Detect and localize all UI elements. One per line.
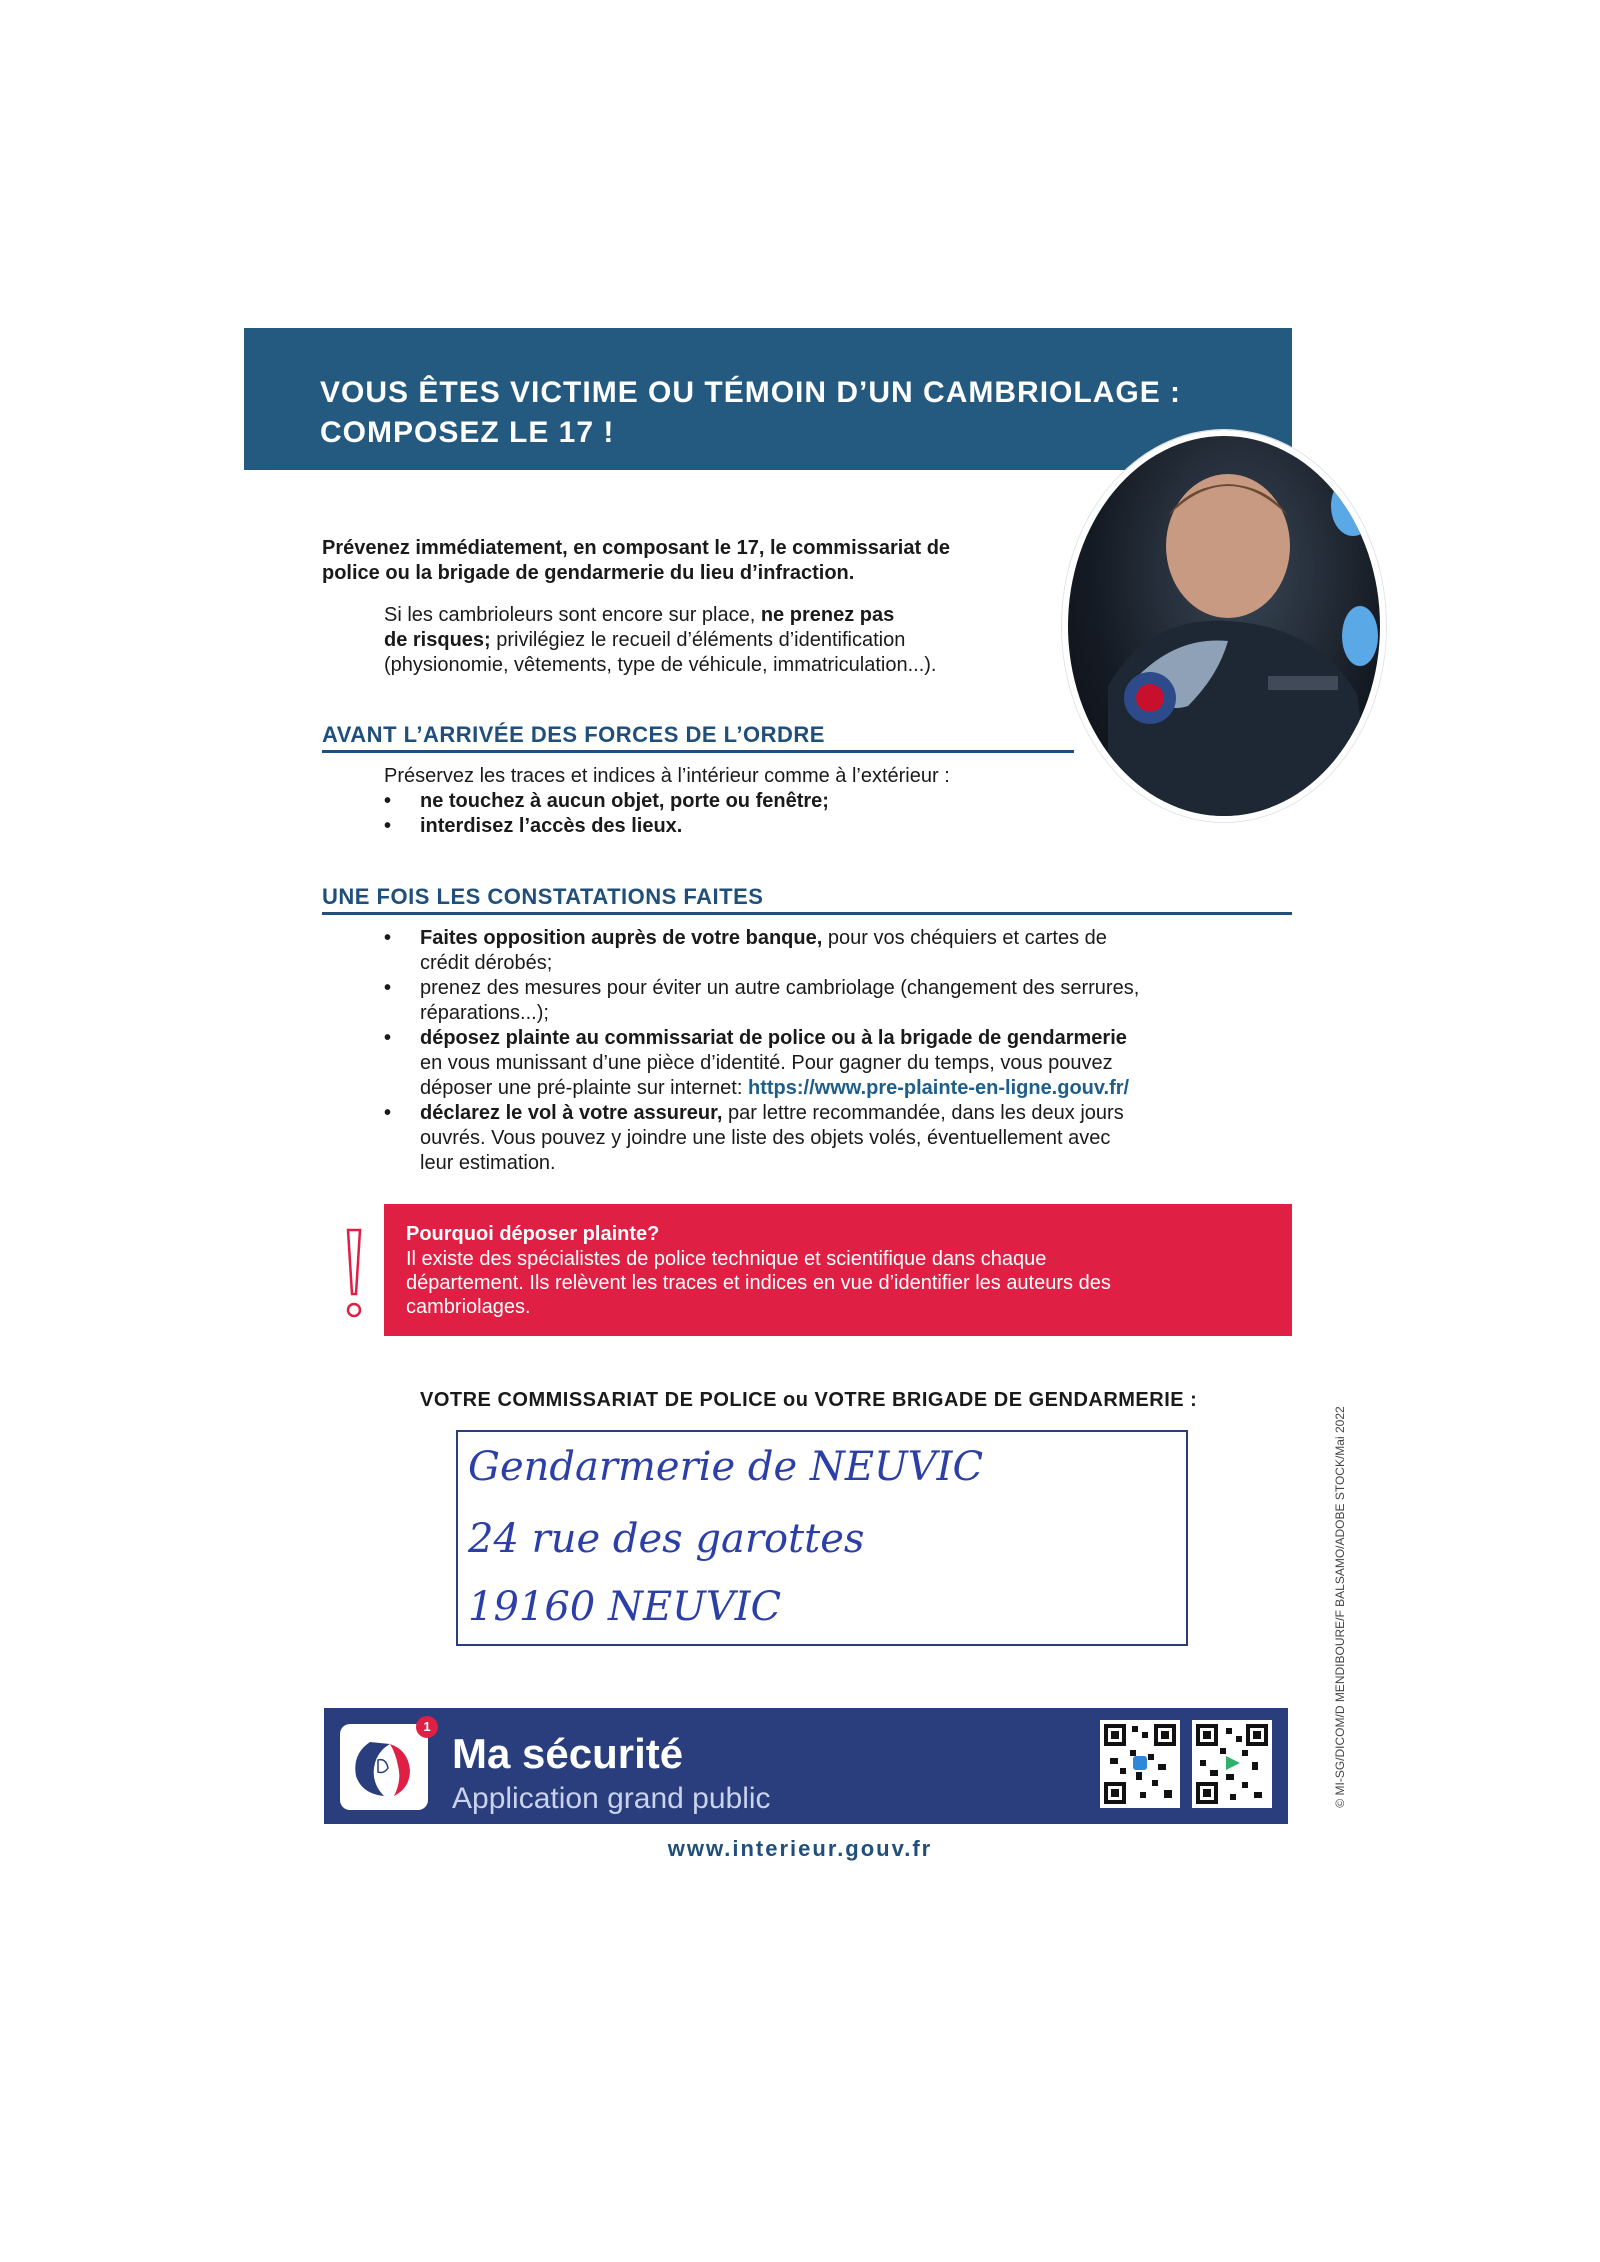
app-banner[interactable]: [324, 1708, 1288, 1824]
intro-line1: Prévenez immédiatement, en composant le 17, le commissariat de: [322, 537, 951, 559]
section2-b1-line2: crédit dérobés;: [420, 952, 553, 974]
section2-b2-line2: réparations...);: [420, 1002, 549, 1024]
section2-b3-bold: déposez plainte au commissariat de police ou à la brigade de gendarmerie: [420, 1027, 1127, 1049]
bullet-dot: •: [384, 1027, 392, 1049]
app-subtitle: Application grand public: [452, 1782, 771, 1815]
bullet-dot: •: [384, 790, 392, 812]
section2-b4-rest: par lettre recommandée, dans les deux jours: [722, 1102, 1124, 1124]
station-label: VOTRE COMMISSARIAT DE POLICE ou VOTRE BRIGADE DE GENDARMERIE :: [420, 1389, 1198, 1411]
station-address-box: [456, 1430, 1188, 1646]
section2-b1-bold: Faites opposition auprès de votre banque,: [420, 927, 823, 949]
section2-bullet3: [384, 1026, 1127, 1051]
banner-title-line2: COMPOSEZ LE 17 !: [320, 416, 615, 449]
section2-b4-line2: ouvrés. Vous pouvez y joindre une liste des objets volés, éventuellement avec: [420, 1127, 1111, 1149]
section2-b4-bold: déclarez le vol à votre assureur,: [420, 1102, 723, 1124]
section2-title: UNE FOIS LES CONSTATATIONS FAITES: [322, 884, 764, 909]
bullet-dot: •: [384, 977, 392, 999]
intro-p2-bold2: de risques;: [384, 629, 491, 651]
section2-bullet1: [384, 926, 1107, 951]
section1-rule: [322, 750, 1074, 753]
handwritten-line1: Gendarmerie de NEUVIC: [468, 1444, 984, 1490]
notification-badge: 1: [416, 1716, 438, 1738]
section2-b2-line1: prenez des mesures pour éviter un autre cambriolage (changement des serrures,: [420, 977, 1140, 999]
intro-p2-line3: (physionomie, vêtements, type de véhicule, immatriculation...).: [384, 654, 937, 676]
gendarme-photo: [1062, 430, 1386, 822]
intro-line2: police ou la brigade de gendarmerie du lieu d’infraction.: [322, 562, 855, 584]
header-banner: [244, 328, 1292, 470]
section1-lead: Préservez les traces et indices à l’intérieur comme à l’extérieur :: [384, 765, 950, 787]
section1-title: AVANT L’ARRIVÉE DES FORCES DE L’ORDRE: [322, 722, 825, 747]
section2-rule: [322, 912, 1292, 915]
exclamation-icon: [344, 1228, 364, 1320]
section2-bullet4: [384, 1101, 1124, 1126]
gendarme-illustration: [1068, 436, 1380, 816]
photo-credit-text: © MI-SG/DICOM/D MENDIBOURE/F BALSAMO/ADOBE STOCK/Mai 2022: [1333, 1406, 1347, 1808]
intro-p2-bold: ne prenez pas: [760, 604, 895, 626]
handwritten-line2: 24 rue des garottes: [468, 1516, 865, 1562]
alert-title: Pourquoi déposer plainte?: [406, 1223, 660, 1245]
section2-b4-line3: leur estimation.: [420, 1152, 556, 1174]
alert-line1: Il existe des spécialistes de police technique et scientifique dans chaque: [406, 1248, 1047, 1270]
section2-b3-line2: en vous munissant d’une pièce d’identité. Pour gagner du temps, vous pouvez: [420, 1052, 1113, 1074]
section1-bullet2-text: interdisez l’accès des lieux.: [420, 815, 683, 837]
section1-bullet2: [384, 814, 683, 839]
marianne-logo-icon: [340, 1724, 428, 1810]
section2-b3-line3: [420, 1076, 1129, 1101]
app-title: Ma sécurité: [452, 1730, 684, 1777]
alert-box: [384, 1204, 1292, 1336]
section1-bullet1: [384, 789, 829, 814]
intro-p2-text: Si les cambrioleurs sont encore sur place,: [384, 604, 761, 626]
section2-b3-line3-text: déposer une pré-plainte sur internet:: [420, 1077, 748, 1099]
qr-code-play-store[interactable]: [1192, 1720, 1272, 1808]
handwritten-line3: 19160 NEUVIC: [468, 1584, 782, 1630]
banner-title-line1: VOUS ÊTES VICTIME OU TÉMOIN D’UN CAMBRIOLAGE :: [320, 376, 1182, 409]
section1-bullet1-text: ne touchez à aucun objet, porte ou fenêtre;: [420, 790, 829, 812]
photo-credit: [1325, 1372, 1355, 1842]
section2-bullet2: [384, 976, 1140, 1001]
intro-p2-line1: [384, 603, 894, 628]
alert-line2: département. Ils relèvent les traces et indices en vue d’identifier les auteurs des: [406, 1272, 1111, 1294]
website-link[interactable]: www.interieur.gouv.fr: [667, 1836, 933, 1861]
bullet-dot: •: [384, 1102, 392, 1124]
bullet-dot: •: [384, 927, 392, 949]
pre-plainte-link[interactable]: https://www.pre-plainte-en-ligne.gouv.fr/: [747, 1077, 1130, 1099]
qr-code-app-store[interactable]: [1100, 1720, 1180, 1808]
section2-b1-rest: pour vos chéquiers et cartes de: [822, 927, 1107, 949]
alert-line3: cambriolages.: [406, 1296, 531, 1318]
bullet-dot: •: [384, 815, 392, 837]
intro-p2-line2: [384, 628, 905, 653]
intro-p2-text2: privilégiez le recueil d’éléments d’identification: [490, 629, 906, 651]
